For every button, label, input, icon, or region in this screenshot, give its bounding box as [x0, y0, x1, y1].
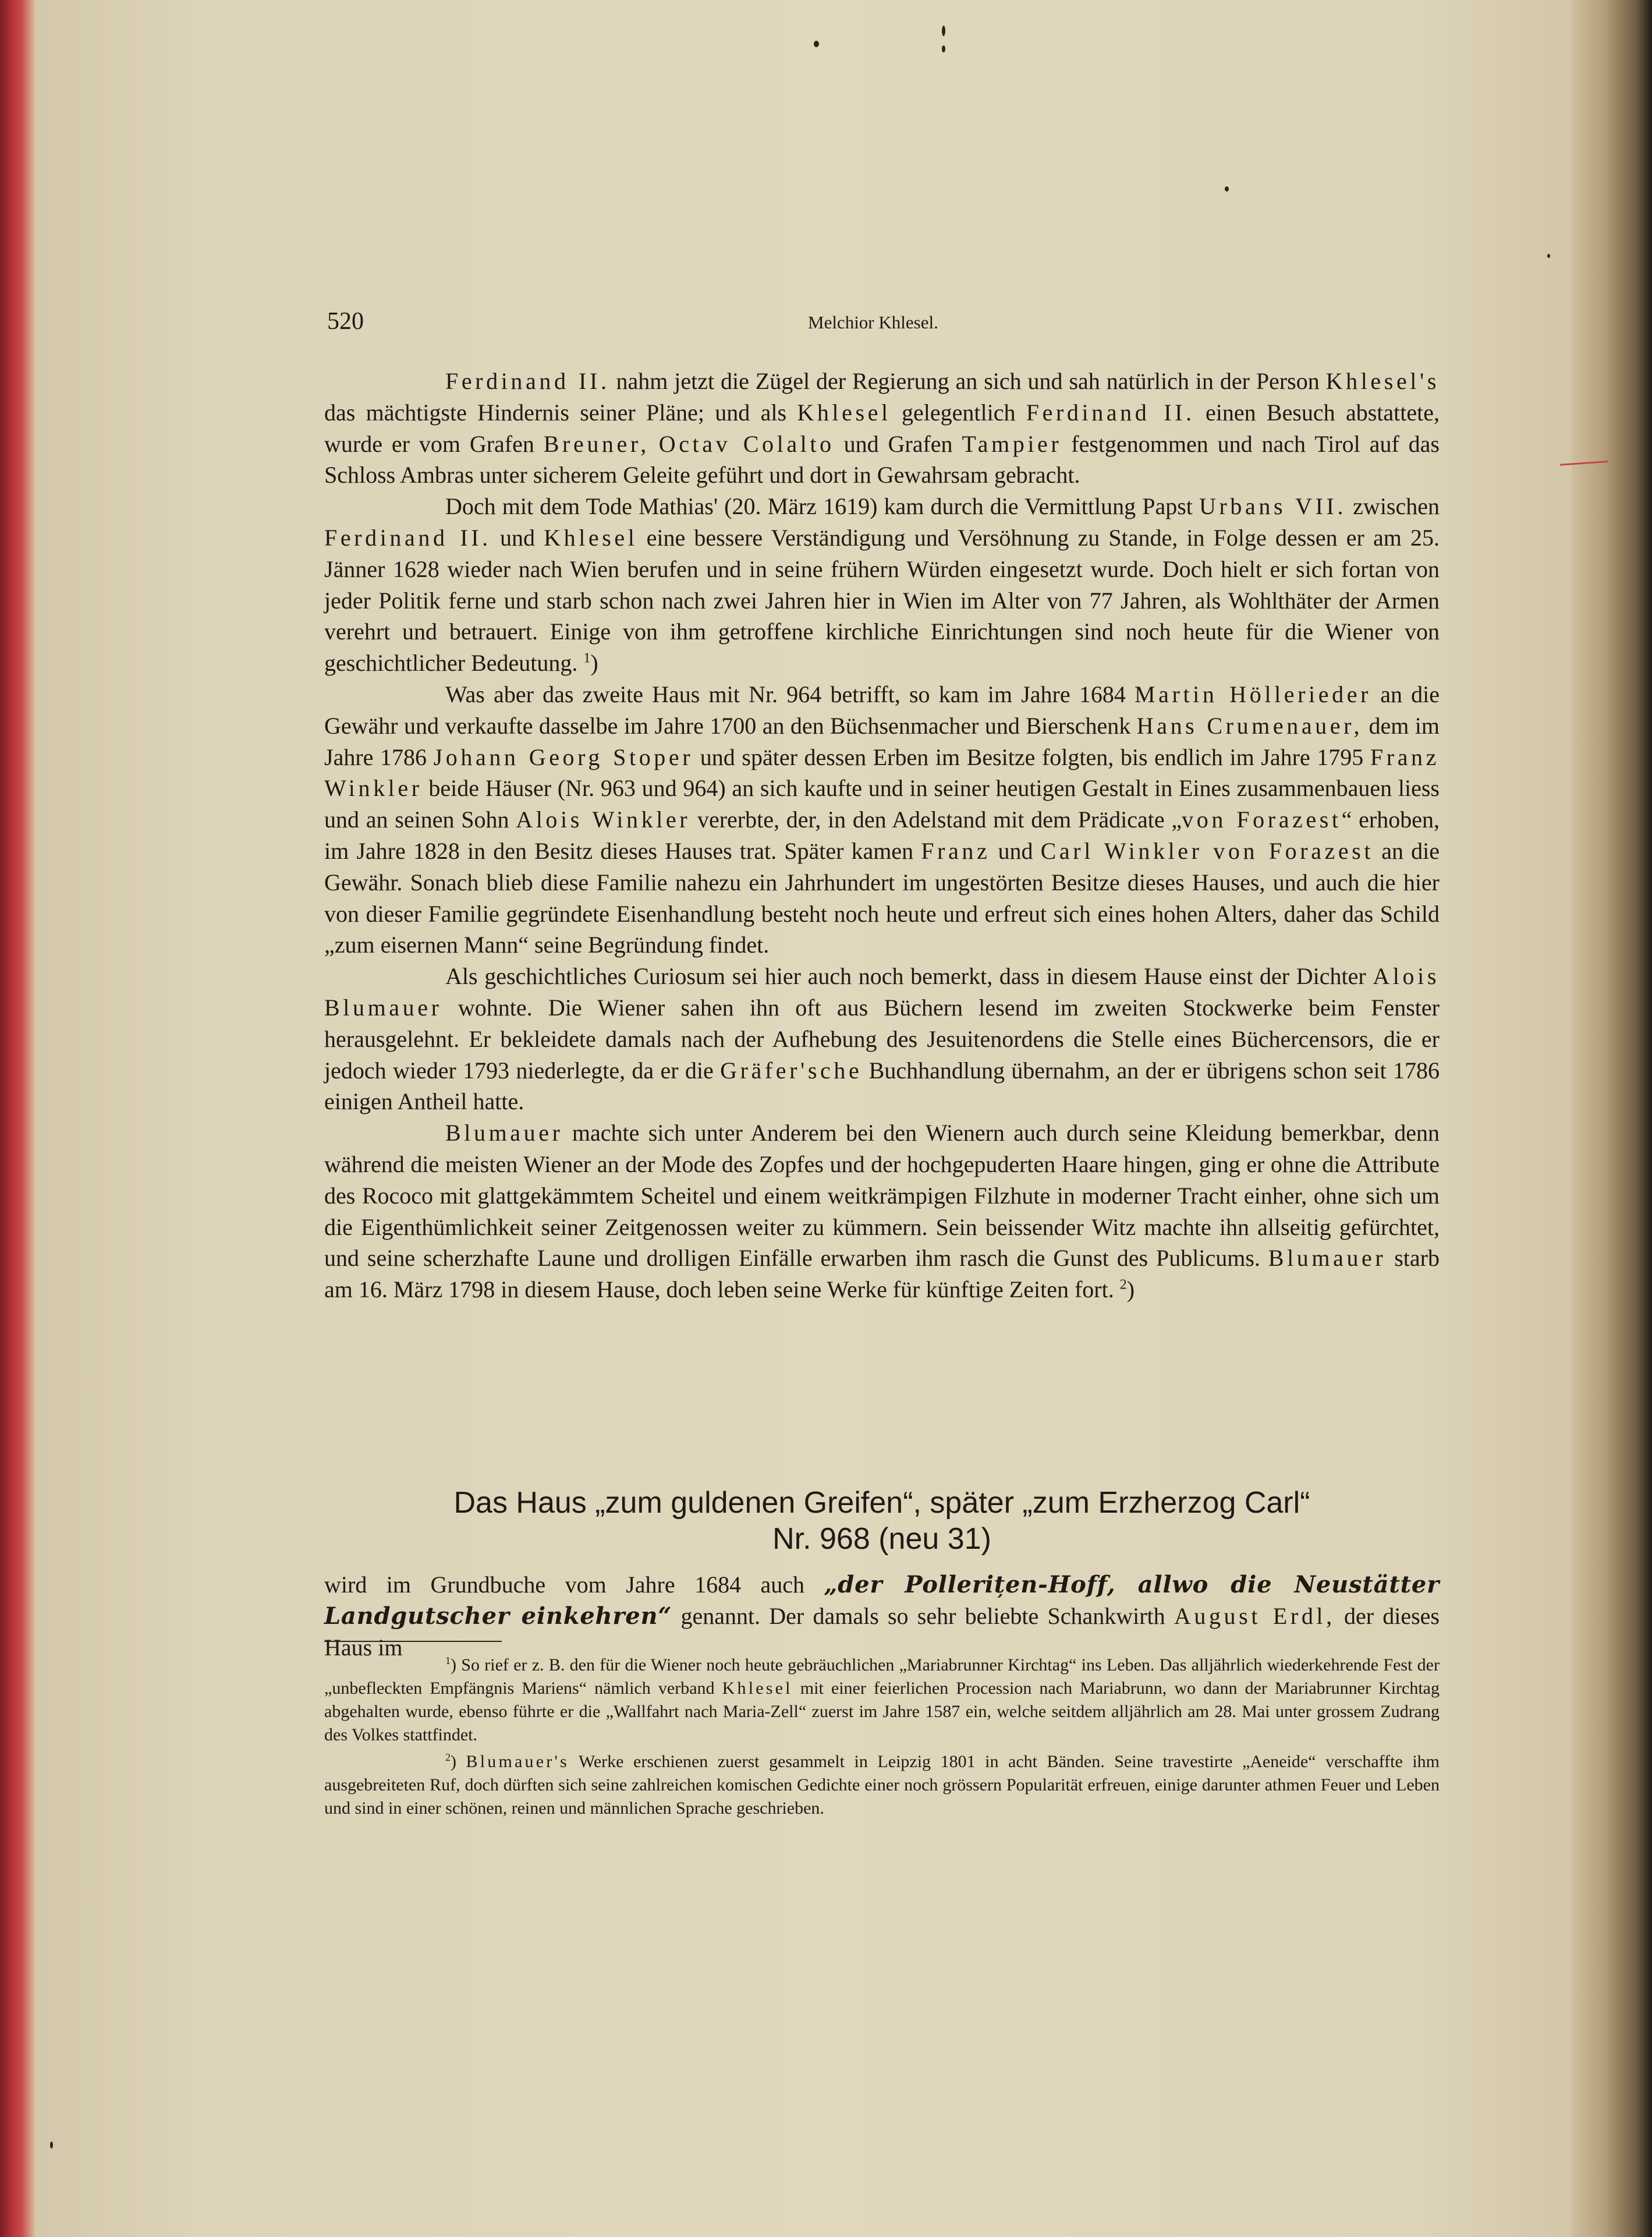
- paper-speck: [1225, 186, 1229, 192]
- text-run: Werke erschienen zuerst gesammelt in Leipzig 1801 in acht Bänden. Seine travestirte „Aeneide“ verschaffte ihm ausgebreiteten Ruf, doch dürften sich seine zahlreichen komischen Gedichte einer noch grössern Popularität erfreuen, einige darunter athmen Feuer und Leben und sind in einer schönen, reinen und männlichen Sprache geschrieben.: [324, 1752, 1440, 1818]
- text-run: wird im Grundbuche vom Jahre 1684 auch: [324, 1571, 824, 1598]
- person-name: Khlesel: [544, 524, 638, 551]
- text-run: vererbte, der, in den Adelstand mit dem Prädicate „: [690, 806, 1182, 833]
- paper-speck: [942, 45, 945, 52]
- footnote-mark: 1: [445, 1655, 451, 1666]
- footnote-divider: [324, 1641, 502, 1642]
- paragraph: [324, 679, 1440, 961]
- text-run: an die Gewähr. Sonach blieb diese Familie nahezu ein Jahrhundert im ungestörten Besitze dieses Hauses, und auch die hier von dieser Familie gegründete Eisenhandlung besteht noch heute und erfreut sich eines hohen Alters, daher das Schild „zum eisernen Mann“ seine Begründung findet.: [324, 837, 1440, 958]
- person-name: Urbans VII.: [1199, 493, 1347, 520]
- body-text: [324, 366, 1440, 1305]
- person-name: von Forazest: [1182, 806, 1342, 833]
- paragraph: [324, 491, 1440, 679]
- running-head: Melchior Khlesel.: [808, 312, 938, 332]
- text-run: Buchhandlung übernahm, an der er übrigens schon seit 1786 einigen Antheil hatte.: [324, 1057, 1440, 1115]
- paragraph: [324, 366, 1440, 491]
- footnote-mark: 2: [445, 1751, 451, 1763]
- section-body: [324, 1569, 1440, 1663]
- paragraph: [324, 1117, 1440, 1305]
- person-name: Alois Winkler: [516, 806, 691, 833]
- text-run: an die Gewähr und verkaufte dasselbe im Jahre 1700 an den Büchsenmacher und Bierschenk: [324, 681, 1440, 739]
- person-name: Martin Höllerieder: [1135, 681, 1372, 707]
- person-name: Gräfer'sche: [720, 1057, 863, 1084]
- person-name: Breuner,: [543, 430, 650, 457]
- section-title-line: Nr. 968 (neu 31): [772, 1522, 991, 1556]
- paragraph: [324, 961, 1440, 1117]
- text-run: mit einer feierlichen Procession nach Mariabrunn, wo dann der Mariabrunner Kirchtag abgehalten wurde, ebenso führte er die „Wallfahrt nach Maria-Zell“ zuerst im Jahre 1587 ein, welche seitdem alljährlich am 28. Mai unter grossem Zudrang des Volkes stattfindet.: [324, 1679, 1440, 1744]
- person-name: Blumauer: [445, 1120, 563, 1146]
- person-name: Alois Blumauer: [324, 963, 1440, 1021]
- text-run: [650, 431, 659, 457]
- text-run: genannt. Der damals so sehr beliebte Schankwirth: [672, 1602, 1174, 1629]
- person-name: Carl Winkler von Forazest: [1040, 837, 1374, 864]
- blackletter-quote: „der Pollerițen-Hoff, allwo die Neustätter Landgutscher einkehren“: [324, 1571, 1440, 1630]
- text-run: Was aber das zweite Haus mit Nr. 964 betrifft, so kam im Jahre 1684: [445, 681, 1135, 707]
- paper-speck: [50, 2142, 53, 2148]
- text-run: machte sich unter Anderem bei den Wienern auch durch seine Kleidung bemerkbar, denn während die meisten Wiener an der Mode des Zopfes und der hochgepuderten Haare hingen, ging er ohne die Attribute des Rococo mit glattgekämmtem Scheitel und einem weitkrämpigen Filzhute in moderner Tracht einher, ohne sich um die Eigenthümlichkeit seiner Zeitgenossen weiter zu kümmern. Sein beissender Witz machte ihn allseitig gefürchtet, und seine scherzhafte Laune und drolligen Einfälle erwarben ihm rasch die Gunst des Publicums.: [324, 1120, 1440, 1272]
- footnote: [324, 1750, 1440, 1820]
- person-name: Ferdinand II.: [445, 368, 610, 394]
- person-name: August Erdl,: [1174, 1602, 1335, 1629]
- page-header: [327, 307, 1433, 342]
- section-title-line: Das Haus „zum guldenen Greifen“, später „zum Erzherzog Carl“: [453, 1486, 1310, 1520]
- text-run: zwischen: [1346, 493, 1440, 520]
- person-name: Octav Colalto: [658, 430, 835, 457]
- person-name: Ferdinand II.: [1026, 399, 1195, 426]
- text-run: einen Besuch abstattete, wurde er vom Grafen: [324, 399, 1440, 457]
- person-name: Khlesel: [797, 399, 891, 426]
- text-run: dem im Jahre 1786: [324, 712, 1440, 770]
- text-run: “ erhoben, im Jahre 1828 in den Besitz dieses Hauses trat. Später kamen: [324, 806, 1440, 864]
- text-run: starb am 16. März 1798 in diesem Hause, doch leben seine Werke für künftige Zeiten fort.: [324, 1245, 1440, 1303]
- person-name: Blumauer's: [466, 1752, 569, 1771]
- person-name: Hans Crumenauer,: [1136, 712, 1363, 739]
- paper-speck: [814, 41, 819, 47]
- paper-speck: [942, 26, 945, 36]
- text-run: beide Häuser (Nr. 963 und 964) an sich kaufte und in seiner heutigen Gestalt in Eines zusammenbauen liess und an seinen Sohn: [324, 775, 1440, 833]
- person-name: Blumauer: [1268, 1245, 1387, 1272]
- text-run: nahm jetzt die Zügel der Regierung an sich und sah natürlich in der Person: [609, 368, 1326, 394]
- footnotes: [324, 1654, 1440, 1824]
- footnote-ref[interactable]: 1: [583, 650, 591, 666]
- person-name: Ferdinand II.: [324, 524, 491, 551]
- person-name: Khlesel's: [1325, 368, 1440, 394]
- text-run: gelegentlich: [891, 399, 1026, 426]
- text-run: Als geschichtliches Curiosum sei hier auch noch bemerkt, dass in diesem Hause einst der Dichter: [445, 963, 1373, 990]
- book-edge-left: [0, 0, 36, 2237]
- book-gutter-right: [1572, 0, 1652, 2237]
- text-run: ): [1126, 1276, 1135, 1303]
- person-name: Johann Georg Stoper: [433, 744, 694, 770]
- text-run: und später dessen Erben im Besitze folgten, bis endlich im Jahre 1795: [693, 744, 1370, 770]
- person-name: Tampier: [962, 430, 1062, 457]
- text-run: das mächtigste Hindernis seiner Pläne; und als: [324, 399, 797, 426]
- text-run: eine bessere Verständigung und Versöhnung zu Stande, in Folge dessen er am 25. Jänner 1628 wieder nach Wien berufen und in seine frühern Würden eingesetzt wurde. Doch hielt er sich fortan von jeder Politik ferne und starb schon nach zwei Jahren hier in Wien im Alter von 77 Jahren, als Wohlthäter der Armen verehrt und betrauert. Einige von ihm getroffene kirchliche Einrichtungen sind noch heute für die Wiener von geschichtlicher Bedeutung.: [324, 524, 1440, 677]
- text-run: und Grafen: [834, 430, 962, 457]
- footnote: [324, 1654, 1440, 1747]
- text-run: ): [451, 1752, 466, 1771]
- person-name: Franz: [921, 837, 991, 864]
- text-run: der dieses Haus im: [324, 1602, 1440, 1661]
- text-run: ) So rief er z. B. den für die Wiener noch heute gebräuchlichen „Mariabrunner Kirchtag“ ins Leben. Das alljährlich wiederkehrende Fest der „unbefleckten Empfängnis Mariens“ nämlich verband: [324, 1655, 1440, 1698]
- page-number: 520: [327, 308, 364, 335]
- text-run: und: [491, 524, 544, 551]
- footnote-ref[interactable]: 2: [1119, 1277, 1127, 1293]
- text-run: festgenommen und nach Tirol auf das Schloss Ambras unter sicherem Geleite geführt und dort in Gewahrsam gebracht.: [324, 430, 1440, 489]
- person-name: Franz Winkler: [324, 744, 1440, 802]
- paper-speck: [1547, 254, 1550, 258]
- text-run: ): [590, 650, 598, 677]
- section-heading: [324, 1485, 1440, 1557]
- text-run: Doch mit dem Tode Mathias' (20. März 1619) kam durch die Vermittlung Papst: [445, 493, 1199, 520]
- person-name: Khlesel: [722, 1679, 793, 1698]
- text-run: wohnte. Die Wiener sahen ihn oft aus Büchern lesend im zweiten Stockwerke beim Fenster herausgelehnt. Er bekleidete damals nach der Aufhebung des Jesuitenordens die Stelle eines Büchercensors, die er jedoch wieder 1793 niederlegte, da er die: [324, 994, 1440, 1084]
- text-run: und: [990, 837, 1041, 864]
